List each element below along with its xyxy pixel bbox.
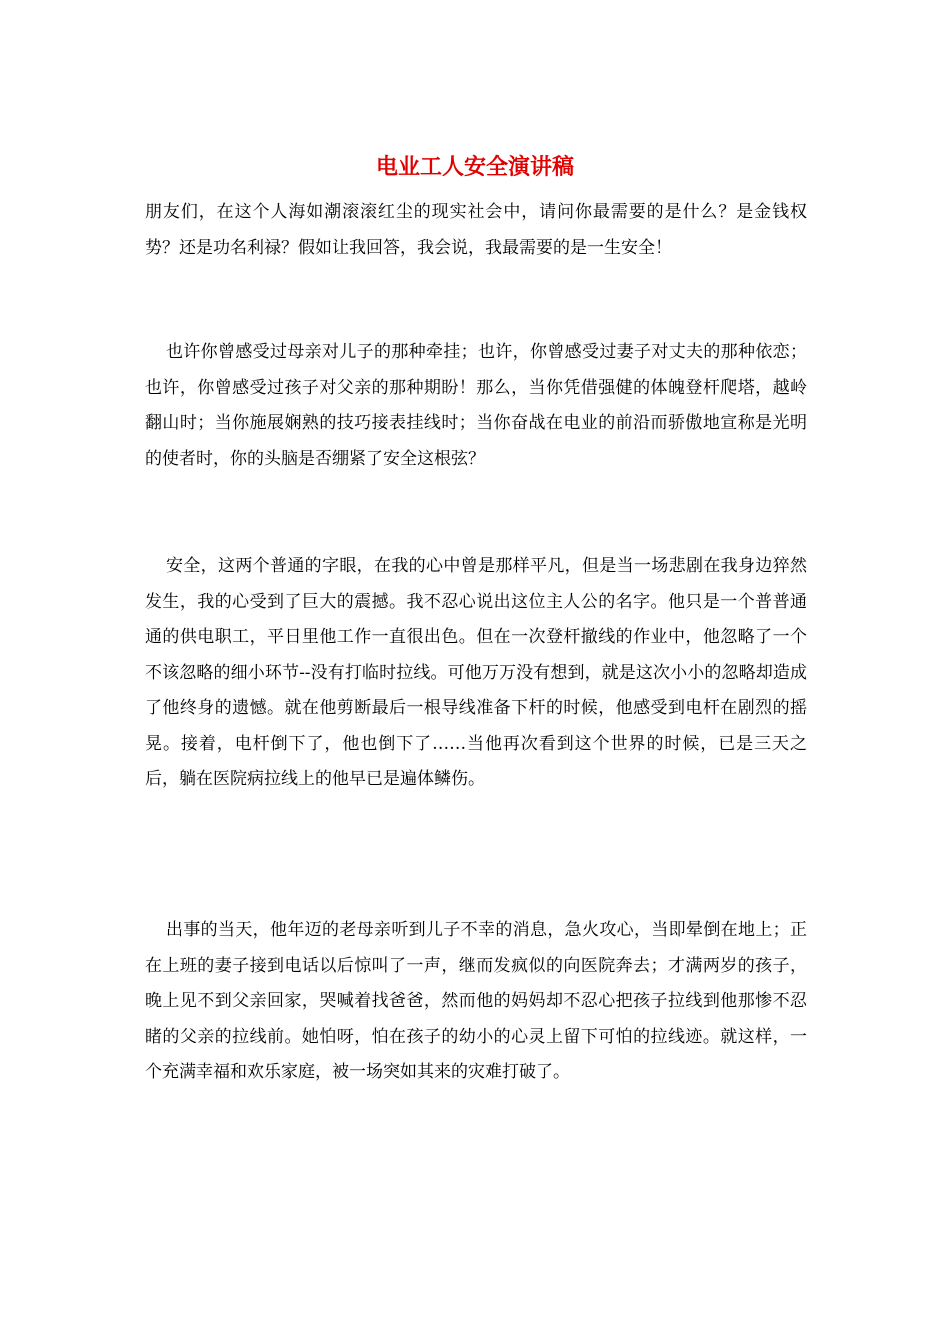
- paragraph-4: 出事的当天，他年迈的老母亲听到儿子不幸的消息，急火攻心，当即晕倒在地上；正在上班的妻子接到电话以后惊叫了一声，继而发疯似的向医院奔去；才满两岁的孩子，晚上见不到父亲回家，哭喊着找爸爸，然而他的妈妈却不忍心把孩子拉线到他那惨不忍睹的父亲的拉线前。她怕呀，怕在孩子的幼小的心灵上留下可怕的拉线迹。就这样，一个充满幸福和欢乐家庭，被一场突如其来的灾难打破了。: [145, 920, 807, 1082]
- paragraph-2: 也许你曾感受过母亲对儿子的那种牵挂；也许，你曾感受过妻子对丈夫的那种依恋；也许，你曾感受过孩子对父亲的那种期盼！那么，当你凭借强健的体魄登杆爬塔，越岭翻山时；当你施展娴熟的技巧接表挂线时；当你奋战在电业的前沿而骄傲地宣称是光明的使者时，你的头脑是否绷紧了安全这根弦？: [145, 342, 807, 469]
- paragraph-3: 安全，这两个普通的字眼，在我的心中曾是那样平凡，但是当一场悲剧在我身边猝然发生，我的心受到了巨大的震撼。我不忍心说出这位主人公的名字。他只是一个普普通通的供电职工，平日里他工作一直很出色。但在一次登杆撤线的作业中，他忽略了一个不该忽略的细小环节--没有打临时拉线。可他万万没有想到，就是这次小小的忽略却造成了他终身的遗憾。就在他剪断最后一根导线准备下杆的时候，他感受到电杆在剧烈的摇晃。接着，电杆倒下了，他也倒下了……当他再次看到这个世界的时候，已是三天之后，躺在医院病拉线上的他早已是遍体鳞伤。: [145, 556, 807, 789]
- paragraph-1: 朋友们，在这个人海如潮滚滚红尘的现实社会中，请问你最需要的是什么？是金钱权势？还是功名利禄？假如让我回答，我会说，我最需要的是一生安全！: [145, 202, 807, 258]
- document-title: 电业工人安全演讲稿: [375, 154, 574, 180]
